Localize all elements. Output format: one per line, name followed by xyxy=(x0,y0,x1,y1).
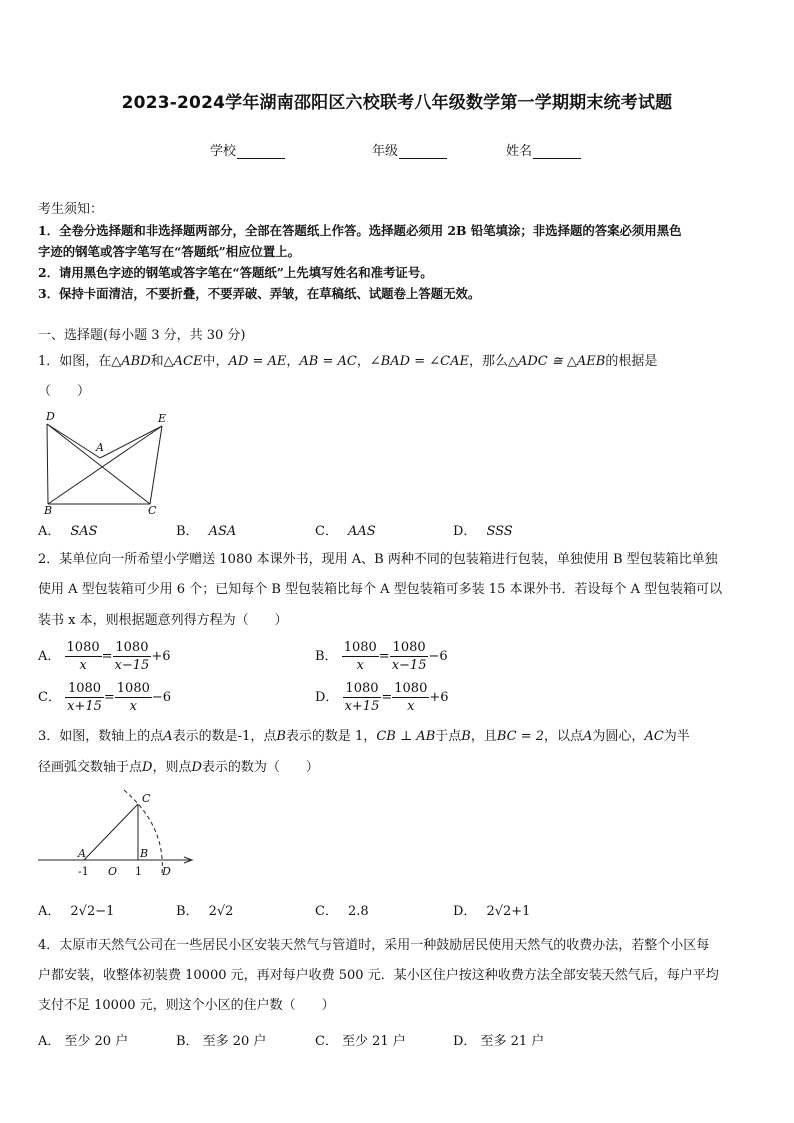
notice-line-3: 3．保持卡面清洁，不要折叠，不要弄破、弄皱，在草稿纸、试题卷上答题无效。 xyxy=(38,286,481,301)
tick-neg1: -1 xyxy=(78,865,89,878)
label-B: B xyxy=(140,847,149,860)
q1-stem: 1．如图，在△ABD和△ACE中，AD = AE，AB = AC，∠BAD = ∠CAE，那么△ADC ≅ △AEB的根据是 xyxy=(38,354,658,369)
label-O: O xyxy=(108,865,118,878)
q3-option-c[interactable]: C． 2.8 xyxy=(315,904,369,919)
q2-line-2: 使用 A 型包装箱可少用 6 个；已知每个 B 型包装箱比每个 A 型包装箱可多装 15 本课外书．若设每个 A 型包装箱可以 xyxy=(38,582,723,597)
notice-line-1b: 字迹的钢笔或答字笔写在“答题纸”相应位置上。 xyxy=(38,244,301,259)
q1-paren: （ ） xyxy=(38,384,91,399)
q1-option-b[interactable]: B． ASA xyxy=(176,524,237,539)
q3-option-b[interactable]: B． 2√2 xyxy=(176,904,234,919)
label-E: E xyxy=(158,412,167,425)
label-A: A xyxy=(96,441,104,454)
page-title: 2023-2024学年湖南邵阳区六校联考八年级数学第一学期期末统考试题 xyxy=(121,93,673,113)
label-B: B xyxy=(44,504,53,514)
school-field[interactable]: 学校 xyxy=(210,140,285,159)
q3-figure xyxy=(38,786,208,882)
q1-option-c[interactable]: C． AAS xyxy=(315,524,376,539)
label-D: D xyxy=(46,410,55,423)
q4-line-3: 支付不足 10000 元，则这个小区的住户数（ ） xyxy=(38,998,335,1013)
q3-line-1: 3．如图，数轴上的点A表示的数是-1，点B表示的数是 1，CB ⊥ AB于点B，且BC = 2，以点A为圆心，AC为半 xyxy=(38,729,690,744)
q4-option-c[interactable]: C． 至少 21 户 xyxy=(315,1034,406,1049)
notice-heading: 考生须知： xyxy=(38,202,104,217)
q1-figure xyxy=(38,408,178,514)
q4-option-d[interactable]: D． 至多 21 户 xyxy=(453,1034,545,1049)
q2-line-3: 装书 x 本，则根据题意列得方程为（ ） xyxy=(38,613,288,628)
q3-option-a[interactable]: A． 2√2−1 xyxy=(38,904,115,919)
q3-option-d[interactable]: D． 2√2+1 xyxy=(453,904,531,919)
q2-option-d[interactable]: D． $\frac{1080}{x+15}$ = $\frac{1080}{x}$ +6 xyxy=(315,681,449,714)
q2-option-b[interactable]: B． $\frac{1080}{x}$ = $\frac{1080}{x-15}$ −6 xyxy=(315,640,448,673)
notice-line-1a: 1．全卷分选择题和非选择题两部分，全部在答题纸上作答。选择题必须用 2B 铅笔填涂；非选择题的答案必须用黑色 xyxy=(38,223,682,238)
q4-line-1: 4．太原市天然气公司在一些居民小区安装天然气与管道时，采用一种鼓励居民使用天然气的收费办法，若整个小区每 xyxy=(38,938,710,953)
label-A: A xyxy=(78,847,86,860)
grade-field[interactable]: 年级 xyxy=(372,140,447,159)
q1-option-a[interactable]: A． SAS xyxy=(38,524,98,539)
label-D: D xyxy=(162,865,171,878)
label-C: C xyxy=(142,792,151,805)
q4-line-2: 户都安装，收整体初装费 10000 元，再对每户收费 500 元．某小区住户按这种收费方法全部安装天然气后，每户平均 xyxy=(38,968,719,983)
q2-option-a[interactable]: A． $\frac{1080}{x}$ = $\frac{1080}{x-15}$ +6 xyxy=(38,640,171,673)
q2-line-1: 2．某单位向一所希望小学赠送 1080 本课外书，现用 A、B 两种不同的包装箱进行包装，单独使用 B 型包装箱比单独 xyxy=(38,552,718,567)
tick-1: 1 xyxy=(135,865,142,878)
name-field[interactable]: 姓名 xyxy=(506,140,581,159)
q4-option-a[interactable]: A． 至少 20 户 xyxy=(38,1034,129,1049)
q2-option-c[interactable]: C． $\frac{1080}{x+15}$ = $\frac{1080}{x}$ −6 xyxy=(38,681,172,714)
q3-line-2: 径画弧交数轴于点D，则点D表示的数为（ ） xyxy=(38,760,319,775)
label-C: C xyxy=(148,504,157,514)
q4-option-b[interactable]: B． 至多 20 户 xyxy=(176,1034,267,1049)
section-heading: 一、选择题(每小题 3 分，共 30 分) xyxy=(38,328,246,343)
q1-option-d[interactable]: D． SSS xyxy=(453,524,513,539)
notice-line-2: 2．请用黑色字迹的钢笔或答字笔在“答题纸”上先填写姓名和准考证号。 xyxy=(38,265,433,280)
